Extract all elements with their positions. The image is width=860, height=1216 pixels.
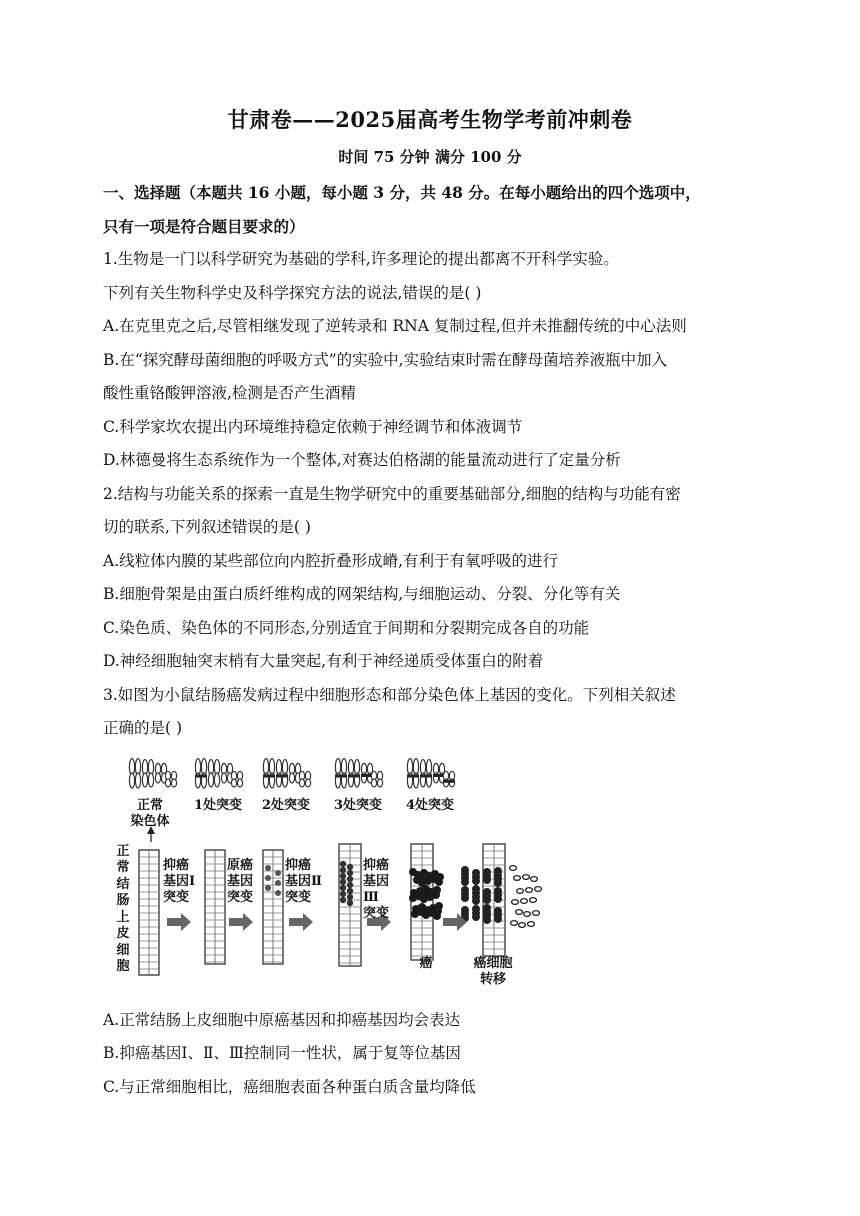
chromatid-arm <box>165 779 170 787</box>
process-arrow-1 <box>229 913 253 931</box>
chromatid-arm <box>148 773 153 787</box>
cancer-cell <box>494 879 502 887</box>
abnormal-cell <box>340 890 346 896</box>
chromatid-arm <box>171 779 176 787</box>
step-label-1: 抑癌 基因Ⅰ 突变 <box>163 857 196 905</box>
q1-option-d: D.林德曼将生态系统作为一个整体,对赛达伯格湖的能量流动进行了定量分析 <box>103 451 621 469</box>
spreading-cell <box>526 887 533 892</box>
chromatid-arm <box>305 779 310 787</box>
question-1 <box>103 243 763 478</box>
cancer-cell <box>411 910 419 918</box>
mutation-band <box>407 774 419 777</box>
chromatid-arm <box>231 779 236 787</box>
cancer-cell <box>472 877 480 885</box>
q1-option-c: C.科学家坎农提出内环境维持稳定依赖于神经调节和体液调节 <box>103 417 523 436</box>
spreading-cell <box>511 920 518 925</box>
mutation-band <box>276 774 288 777</box>
chromatid-arm <box>214 773 219 787</box>
abnormal-cell <box>340 872 346 878</box>
chromatid-arm <box>289 773 294 783</box>
abnormal-cell <box>347 875 353 881</box>
spreading-cell <box>528 921 535 926</box>
chromatid-arm <box>129 773 134 788</box>
cancer-cell <box>483 916 491 924</box>
exam-subtitle: 时间 75 分钟 满分 100 分 <box>338 148 522 166</box>
normal-epithelium-vertical-label: 正 常 结 肠 上 皮 细 胞 <box>116 843 130 974</box>
tissue-cancer <box>409 844 444 960</box>
abnormal-cell <box>275 890 281 896</box>
step-label-4: 抑癌 基因Ⅲ 突变 <box>363 857 390 921</box>
mutation-band <box>195 774 207 777</box>
cancer-cell <box>418 879 426 887</box>
cancer-cell <box>483 896 491 904</box>
chromatid-arm <box>377 779 382 787</box>
chromatid-arm <box>208 773 213 787</box>
q1-stem-line2: 下列有关生物科学史及科学探究方法的说法,错误的是( ) <box>103 283 482 302</box>
chromosome-label-4: 4处突变 <box>405 797 455 813</box>
mutation-band <box>420 774 432 777</box>
spreading-cell <box>521 898 528 903</box>
cancer-cell <box>494 895 502 903</box>
chromosome-label-2: 2处突变 <box>261 797 311 813</box>
spreading-cell <box>524 911 531 916</box>
q2-option-d: D.神经细胞轴突末梢有大量突起,有利于神经递质受体蛋白的附着 <box>103 652 544 670</box>
spreading-cell <box>533 910 540 915</box>
abnormal-cell <box>340 878 346 884</box>
exam-title: 甘肃卷——2025届高考生物学考前冲刺卷 <box>227 107 633 132</box>
colon-cancer-figure <box>117 752 557 1000</box>
chromosome-group-3 <box>335 758 383 787</box>
q2-option-b: B.细胞骨架是由蛋白质纤维构成的网架结构,与细胞运动、分裂、分化等有关 <box>103 585 621 603</box>
chromosome-group-0 <box>129 758 176 787</box>
abnormal-cell <box>347 887 353 893</box>
chromosome-label-1: 1处突变 <box>193 797 243 813</box>
q3-option-b: B.抑癌基因Ⅰ、Ⅱ、Ⅲ控制同一性状，属于复等位基因 <box>103 1044 461 1062</box>
cancer-cell <box>422 911 430 919</box>
mutation-band <box>335 774 347 777</box>
abnormal-cell <box>347 869 353 875</box>
step-label-2: 原癌 基因 突变 <box>227 857 254 905</box>
abnormal-cell <box>275 870 281 876</box>
abnormal-cell <box>275 880 281 886</box>
abnormal-cell <box>347 893 353 899</box>
spreading-cell <box>523 874 530 879</box>
cancer-cell <box>420 895 428 903</box>
cancer-cell <box>409 894 417 902</box>
tissue-metastasis <box>461 844 541 956</box>
q1-stem-line1: 1.生物是一门以科学研究为基础的学科,许多理论的提出都离不开科学实验。 <box>103 250 619 268</box>
abnormal-cell <box>347 863 353 869</box>
abnormal-cell <box>340 860 346 866</box>
chromosome-group-1 <box>195 758 243 787</box>
section-heading-line1: 一、选择题（本题共 16 小题，每小题 3 分，共 48 分。在每小题给出的四个选项中， <box>103 183 701 202</box>
question-3 <box>103 679 763 1105</box>
q3-option-c: C.与正常细胞相比，癌细胞表面各种蛋白质含量均降低 <box>103 1077 476 1096</box>
section-heading-line2: 只有一项是符合题目要求的） <box>103 216 305 236</box>
question-2 <box>103 478 763 679</box>
abnormal-cell <box>347 881 353 887</box>
spreading-cell <box>517 888 524 893</box>
cancer-cell <box>472 897 480 905</box>
q2-stem-line2: 切的联系,下列叙述错误的是( ) <box>103 518 311 536</box>
mutation-band <box>348 774 360 777</box>
q1-option-a: A.在克里克之后,尽管相继发现了逆转录和 RNA 复制过程,但并未推翻传统的中心法则 <box>103 317 687 335</box>
mutation-band <box>443 779 455 782</box>
cancer-cell <box>435 878 443 886</box>
q3-stem-line2: 正确的是( ) <box>103 719 183 737</box>
q1-option-b-line1: B.在“探究酵母菌细胞的呼吸方式”的实验中,实验结束时需在酵母菌培养液瓶中加入 <box>103 350 668 369</box>
tissue-stage-1 <box>205 850 225 964</box>
mutation-band <box>263 774 275 777</box>
abnormal-cell <box>347 899 353 905</box>
spreading-cell <box>535 886 542 891</box>
cancer-cell <box>472 913 480 921</box>
chromatid-arm <box>221 773 226 783</box>
chromosome-group-2 <box>263 758 311 787</box>
chromatid-arm <box>299 779 304 787</box>
process-arrow-2 <box>289 913 313 931</box>
exam-content <box>103 176 763 1104</box>
chromosome-label-3: 3处突变 <box>333 797 383 813</box>
cancer-cell <box>483 876 491 884</box>
tissue-stage-3 <box>339 844 361 966</box>
spreading-cell <box>510 865 517 870</box>
q1-option-b-line2: 酸性重铬酸钾溶液,检测是否产生酒精 <box>103 384 356 402</box>
cancer-cell <box>461 878 469 886</box>
bottom-label-cancer: 癌 <box>419 955 433 971</box>
q3-stem-line1: 3.如图为小鼠结肠癌发病过程中细胞形态和部分染色体上基因的变化。下列相关叙述 <box>103 685 676 704</box>
chromosome-group-4 <box>407 758 455 787</box>
spreading-cell <box>530 897 537 902</box>
cancer-cell <box>494 915 502 923</box>
step-label-3: 抑癌 基因Ⅱ 突变 <box>285 857 322 905</box>
q3-option-a: A.正常结肠上皮细胞中原癌基因和抑癌基因均会表达 <box>103 1010 461 1029</box>
tissue-normal <box>139 850 159 975</box>
bottom-label-metastasis: 癌细胞 转移 <box>473 955 513 987</box>
chromatid-arm <box>237 779 242 787</box>
q2-option-c: C.染色质、染色体的不同形态,分别适宜于间期和分裂期完成各自的功能 <box>103 618 590 637</box>
abnormal-cell <box>340 884 346 890</box>
chromosome-groups <box>129 758 455 787</box>
cancer-cell <box>433 912 441 920</box>
chromatid-arm <box>371 779 376 787</box>
chromatid-arm <box>155 773 160 783</box>
abnormal-cell <box>340 896 346 902</box>
process-arrow-0 <box>167 913 191 931</box>
q2-stem-line1: 2.结构与功能关系的探索一直是生物学研究中的重要基础部分,细胞的结构与功能有密 <box>103 484 681 503</box>
chromatid-arm <box>142 773 147 787</box>
cancer-cell <box>461 894 469 902</box>
spreading-cell <box>519 922 526 927</box>
chromosome-label-normal: 正常 染色体 <box>130 797 170 829</box>
spreading-cell <box>531 876 538 881</box>
q2-option-a: A.线粒体内膜的某些部位向内腔折叠形成嵴,有利于有氧呼吸的进行 <box>103 551 559 570</box>
chromatid-arm <box>135 773 140 788</box>
abnormal-cell <box>340 866 346 872</box>
spreading-cell <box>514 875 521 880</box>
spreading-cell <box>512 899 519 904</box>
spreading-cell <box>516 909 523 914</box>
